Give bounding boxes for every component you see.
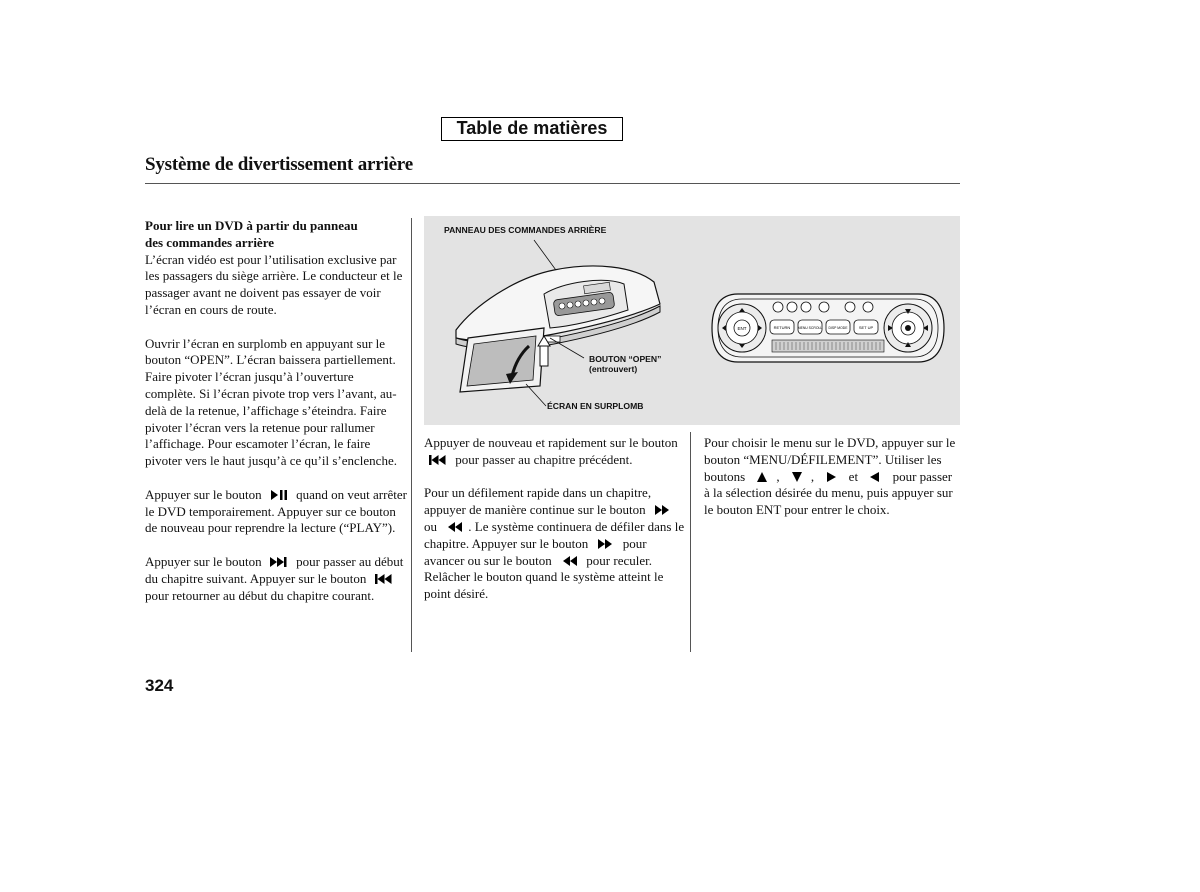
fast-scan-paragraph xyxy=(424,485,686,603)
rewind-icon xyxy=(442,522,466,532)
rear-controls-illustration xyxy=(424,216,960,425)
skip-text-b: pour passer au début du chapitre suivant. Appuyer sur le bouton xyxy=(145,553,404,586)
skip-text-a: Appuyer sur le bouton xyxy=(145,553,262,569)
play-pause-icon xyxy=(267,490,291,500)
right-column xyxy=(704,435,959,536)
menu-button-label: MENU SCROLL xyxy=(797,326,823,330)
column-divider-left xyxy=(411,218,412,652)
previous-chapter-paragraph xyxy=(424,435,686,469)
overhead-screen-drawing xyxy=(434,226,694,426)
ent-button-label: ENT xyxy=(737,326,747,331)
return-button-label: RETURN xyxy=(773,325,791,330)
comma-2: , xyxy=(810,468,815,484)
page-number: 324 xyxy=(145,676,174,695)
label-open-button: BOUTON “OPEN” xyxy=(589,354,662,364)
pause-text-a: Appuyer sur le bouton xyxy=(145,486,262,502)
menu-text-et: et xyxy=(848,468,859,484)
pause-paragraph xyxy=(145,487,407,537)
column-divider-right xyxy=(690,432,691,652)
title-divider xyxy=(145,183,960,184)
section-heading-line2: des commandes arrière xyxy=(145,234,275,250)
label-rear-control-panel: PANNEAU DES COMMANDES ARRIÈRE xyxy=(444,225,607,235)
rear-control-panel-closeup xyxy=(708,288,948,368)
arrow-down-icon xyxy=(785,472,809,482)
scan-text-e: pour reculer. Relâcher le bouton quand le système atteint le point désiré. xyxy=(424,552,664,602)
prev-text-a: Appuyer de nouveau et rapidement sur le bouton xyxy=(424,435,678,450)
fast-forward-icon xyxy=(594,539,618,549)
label-overhead-screen: ÉCRAN EN SURPLOMB xyxy=(547,401,644,411)
section-heading-line1: Pour lire un DVD à partir du panneau xyxy=(145,218,358,233)
left-column xyxy=(145,218,407,621)
middle-column xyxy=(424,435,686,620)
menu-text-a: Pour choisir le menu sur le DVD, appuyer sur le bouton “MENU/DÉFILEMENT”. Utiliser les boutons xyxy=(704,435,956,484)
page-title: Système de divertissement arrière xyxy=(145,154,413,175)
setup-button-label: SET UP xyxy=(858,325,874,330)
scan-text-a: Pour un défilement rapide dans un chapitre, appuyer de manière continue sur le bouton xyxy=(424,485,652,518)
disp-button-label: DISP MODE xyxy=(828,326,848,330)
skip-back-icon xyxy=(426,455,450,465)
rewind-icon xyxy=(557,556,581,566)
skip-text-c: pour retourner au début du chapitre courant. xyxy=(145,587,375,603)
label-open-button-ajar: (entrouvert) xyxy=(589,364,638,374)
intro-paragraph: L’écran vidéo est pour l’utilisation exclusive par les passagers du siège arrière. Le conducteur et le passager avant ne doivent pas essayer de voir l’écran en cours de route. xyxy=(145,251,403,317)
menu-text-b: pour passer à la sélection désirée du menu, puis appuyer sur le bouton ENT pour entrer le choix. xyxy=(704,468,953,518)
skip-back-icon xyxy=(372,574,396,584)
scan-text-d: pour avancer ou sur le bouton xyxy=(424,535,647,568)
menu-navigation-paragraph xyxy=(704,435,959,519)
scan-text-c: . Le système continuera de défiler dans le chapitre. Appuyer sur le bouton xyxy=(424,518,685,551)
scan-text-b: ou xyxy=(424,518,437,534)
prev-text-b: pour passer au chapitre précédent. xyxy=(455,451,633,467)
skip-paragraph xyxy=(145,554,407,604)
fast-forward-icon xyxy=(651,505,675,515)
open-screen-paragraph: Ouvrir l’écran en surplomb en appuyant sur le bouton “OPEN”. L’écran baissera partiellement. Faire pivoter l’écran jusqu’à l’ouverture complète. Si l’écran pivote trop vers l’avant, au-delà de la retenue, l’affichage s’éteindra. Faire pivoter l’écran vers la retenue pour rallumer l’affichage. Pour escamoter l’écran, le faire pivoter vers le haut jusqu’à ce qu’il s’enclenche. xyxy=(145,335,397,469)
table-of-contents-button[interactable]: Table de matières xyxy=(441,117,623,141)
arrow-left-icon xyxy=(863,472,887,482)
pause-text-b: quand on veut arrêter le DVD temporairement. Appuyer sur ce bouton de nouveau pour reprendre la lecture (“PLAY”). xyxy=(145,486,407,536)
arrow-right-icon xyxy=(819,472,843,482)
comma-1: , xyxy=(776,468,780,484)
skip-forward-icon xyxy=(267,557,291,567)
arrow-up-icon xyxy=(750,472,774,482)
